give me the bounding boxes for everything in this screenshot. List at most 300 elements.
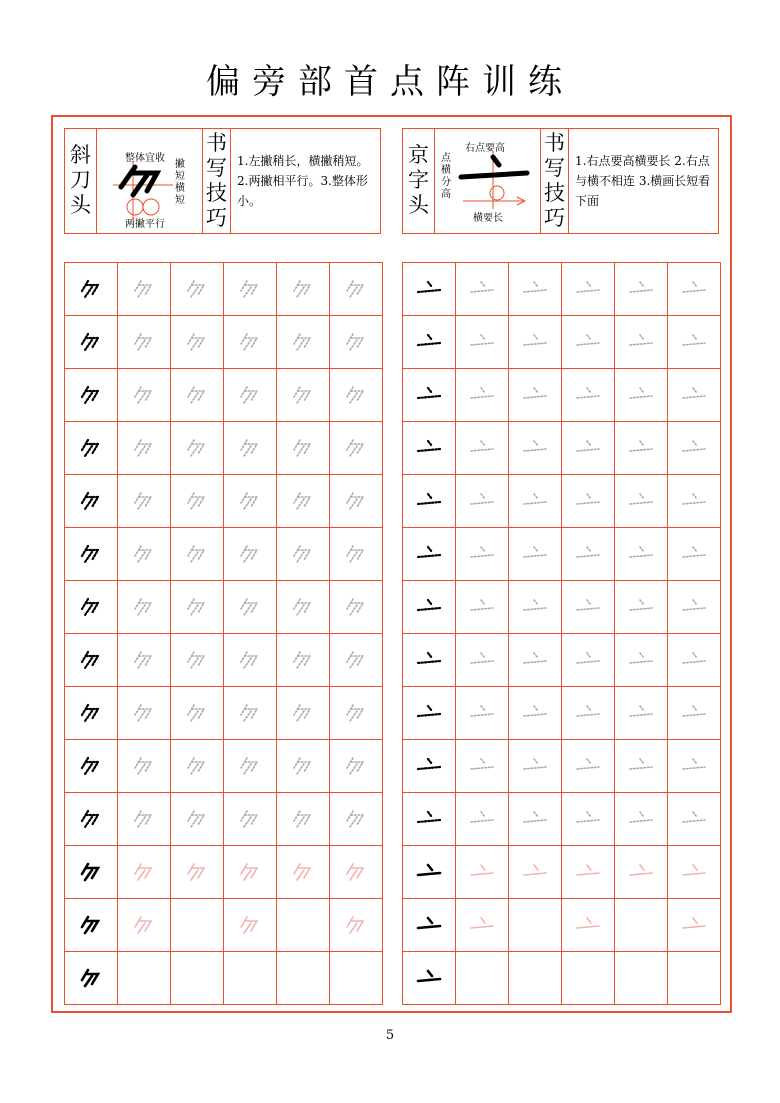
practice-cell[interactable] — [330, 528, 383, 581]
practice-cell[interactable] — [562, 475, 615, 528]
radical-glyph-icon — [415, 489, 443, 513]
practice-cell[interactable] — [277, 687, 330, 740]
grid-row — [65, 952, 383, 1005]
practice-cell[interactable] — [509, 687, 562, 740]
practice-cell[interactable] — [615, 528, 668, 581]
practice-cell[interactable] — [118, 793, 171, 846]
practice-cell[interactable] — [118, 952, 171, 1005]
grid-row — [403, 581, 721, 634]
practice-cell[interactable] — [330, 475, 383, 528]
practice-cell[interactable] — [118, 634, 171, 687]
grid-row — [65, 740, 383, 793]
practice-cell[interactable] — [562, 528, 615, 581]
radical-glyph-icon — [627, 436, 655, 460]
practice-cell[interactable] — [65, 369, 118, 422]
practice-cell[interactable] — [118, 422, 171, 475]
practice-cell[interactable] — [509, 369, 562, 422]
radical-glyph-icon — [680, 436, 708, 460]
radical-glyph-icon — [468, 648, 496, 672]
practice-cell[interactable] — [330, 952, 383, 1005]
practice-cell[interactable] — [403, 369, 456, 422]
radical-glyph-icon — [680, 701, 708, 725]
practice-cell[interactable] — [118, 687, 171, 740]
radical-glyph-icon — [238, 436, 262, 460]
practice-cell[interactable] — [224, 740, 277, 793]
practice-cell[interactable] — [65, 581, 118, 634]
radical-glyph-icon — [291, 436, 315, 460]
practice-cell[interactable] — [277, 422, 330, 475]
radical-glyph-icon — [574, 489, 602, 513]
radical-glyph-icon — [627, 860, 655, 884]
practice-cell[interactable] — [224, 952, 277, 1005]
practice-cell[interactable] — [118, 846, 171, 899]
radical-glyph-icon — [627, 383, 655, 407]
radical-glyph-icon — [238, 489, 262, 513]
radical-glyph-icon — [344, 754, 368, 778]
radical-glyph-icon — [468, 542, 496, 566]
practice-cell[interactable] — [65, 687, 118, 740]
practice-cell[interactable] — [403, 422, 456, 475]
practice-cell[interactable] — [118, 528, 171, 581]
practice-cell[interactable] — [171, 687, 224, 740]
radical-glyph-icon — [680, 913, 708, 937]
practice-cell[interactable] — [171, 846, 224, 899]
radical-glyph-icon — [627, 277, 655, 301]
practice-cell[interactable] — [615, 952, 668, 1005]
radical-glyph-icon — [238, 913, 262, 937]
practice-cell[interactable] — [562, 316, 615, 369]
radical-glyph-icon — [79, 383, 103, 407]
practice-cell[interactable] — [118, 369, 171, 422]
practice-cell[interactable] — [171, 369, 224, 422]
radical-glyph-icon — [468, 277, 496, 301]
practice-cell[interactable] — [171, 528, 224, 581]
practice-cell[interactable] — [403, 952, 456, 1005]
radical-glyph-icon — [415, 330, 443, 354]
radical-glyph-icon — [132, 330, 156, 354]
practice-cell[interactable] — [277, 369, 330, 422]
practice-cell[interactable] — [456, 846, 509, 899]
right-header — [402, 128, 719, 234]
radical-glyph-icon — [468, 807, 496, 831]
practice-cell[interactable] — [330, 581, 383, 634]
grid-row — [65, 422, 383, 475]
radical-glyph-icon — [680, 542, 708, 566]
practice-cell[interactable] — [615, 846, 668, 899]
practice-cell[interactable] — [277, 475, 330, 528]
practice-cell[interactable] — [562, 740, 615, 793]
grid-row — [65, 687, 383, 740]
practice-cell[interactable] — [277, 581, 330, 634]
radical-glyph-icon — [238, 701, 262, 725]
practice-cell[interactable] — [224, 263, 277, 316]
radical-glyph-icon — [185, 330, 209, 354]
practice-cell[interactable] — [118, 475, 171, 528]
practice-cell[interactable] — [171, 581, 224, 634]
practice-cell[interactable] — [668, 899, 721, 952]
practice-cell[interactable] — [330, 316, 383, 369]
radical-glyph-icon — [79, 489, 103, 513]
demo-top-label: 整体宜收 — [125, 153, 165, 164]
radical-glyph-icon — [291, 701, 315, 725]
practice-cell[interactable] — [403, 634, 456, 687]
practice-cell[interactable] — [403, 687, 456, 740]
practice-cell[interactable] — [668, 528, 721, 581]
grid-row — [403, 316, 721, 369]
radical-glyph-icon — [521, 277, 549, 301]
practice-cell[interactable] — [171, 899, 224, 952]
practice-cell[interactable] — [224, 846, 277, 899]
practice-cell[interactable] — [65, 475, 118, 528]
practice-cell[interactable] — [668, 740, 721, 793]
radical-name: 京字头 — [403, 129, 435, 233]
practice-cell[interactable] — [330, 369, 383, 422]
practice-cell[interactable] — [615, 581, 668, 634]
practice-cell[interactable] — [562, 634, 615, 687]
left-practice-grid — [64, 262, 383, 1005]
practice-cell[interactable] — [224, 581, 277, 634]
practice-cell[interactable] — [562, 581, 615, 634]
demo-glyph-icon — [453, 151, 533, 211]
practice-cell[interactable] — [403, 740, 456, 793]
radical-glyph-icon — [185, 701, 209, 725]
radical-glyph-icon — [79, 913, 103, 937]
grid-row — [403, 369, 721, 422]
practice-cell[interactable] — [330, 422, 383, 475]
radical-glyph-icon — [415, 436, 443, 460]
practice-cell[interactable] — [562, 793, 615, 846]
practice-cell[interactable] — [562, 369, 615, 422]
radical-glyph-icon — [680, 595, 708, 619]
radical-glyph-icon — [132, 277, 156, 301]
practice-cell[interactable] — [65, 263, 118, 316]
practice-cell[interactable] — [403, 793, 456, 846]
practice-cell[interactable] — [668, 422, 721, 475]
grid-row — [403, 740, 721, 793]
practice-cell[interactable] — [509, 899, 562, 952]
practice-cell[interactable] — [403, 316, 456, 369]
practice-cell[interactable] — [330, 899, 383, 952]
skill-tips: 1.右点要高横要长 2.右点与横不相连 3.横画长短看下面 — [575, 154, 711, 208]
practice-cell[interactable] — [668, 952, 721, 1005]
radical-glyph-icon — [344, 648, 368, 672]
radical-glyph-icon — [415, 754, 443, 778]
radical-glyph-icon — [238, 595, 262, 619]
radical-glyph-icon — [574, 436, 602, 460]
practice-cell[interactable] — [615, 740, 668, 793]
grid-row — [65, 846, 383, 899]
radical-glyph-icon — [185, 807, 209, 831]
radical-glyph-icon — [521, 542, 549, 566]
grid-row — [65, 793, 383, 846]
practice-cell[interactable] — [171, 422, 224, 475]
practice-cell[interactable] — [277, 740, 330, 793]
grid-row — [403, 952, 721, 1005]
practice-cell[interactable] — [456, 422, 509, 475]
practice-cell[interactable] — [456, 634, 509, 687]
radical-glyph-icon — [521, 860, 549, 884]
practice-cell[interactable] — [118, 740, 171, 793]
grid-row — [65, 263, 383, 316]
practice-cell[interactable] — [277, 846, 330, 899]
left-header — [64, 128, 381, 234]
radical-glyph-icon — [344, 489, 368, 513]
radical-glyph-icon — [521, 383, 549, 407]
practice-cell[interactable] — [615, 634, 668, 687]
practice-cell[interactable] — [118, 899, 171, 952]
radical-glyph-icon — [291, 754, 315, 778]
practice-cell[interactable] — [456, 369, 509, 422]
practice-cell[interactable] — [224, 634, 277, 687]
practice-cell[interactable] — [403, 263, 456, 316]
radical-glyph-icon — [291, 648, 315, 672]
radical-glyph-icon — [185, 754, 209, 778]
practice-cell[interactable] — [277, 528, 330, 581]
practice-cell[interactable] — [562, 846, 615, 899]
grid-row — [65, 475, 383, 528]
practice-cell[interactable] — [171, 316, 224, 369]
practice-cell[interactable] — [171, 475, 224, 528]
practice-cell[interactable] — [330, 687, 383, 740]
practice-cell[interactable] — [277, 634, 330, 687]
practice-cell[interactable] — [403, 846, 456, 899]
radical-glyph-icon — [132, 595, 156, 619]
practice-cell[interactable] — [277, 952, 330, 1005]
practice-cell[interactable] — [668, 634, 721, 687]
practice-cell[interactable] — [224, 687, 277, 740]
radical-glyph-icon — [574, 648, 602, 672]
skill-label: 书写技巧 — [541, 129, 569, 233]
practice-cell[interactable] — [509, 528, 562, 581]
practice-cell[interactable] — [456, 687, 509, 740]
radical-glyph-icon — [627, 489, 655, 513]
radical-glyph-icon — [79, 436, 103, 460]
radical-glyph-icon — [344, 807, 368, 831]
skill-tips: 1.左撇稍长，横撇稍短。2.两撇相平行。3.整体形小。 — [237, 154, 369, 208]
practice-cell[interactable] — [615, 793, 668, 846]
practice-cell[interactable] — [118, 263, 171, 316]
radical-glyph-icon — [627, 701, 655, 725]
radical-glyph-icon — [291, 383, 315, 407]
practice-cell[interactable] — [277, 263, 330, 316]
radical-glyph-icon — [627, 595, 655, 619]
practice-cell[interactable] — [65, 952, 118, 1005]
practice-cell[interactable] — [456, 899, 509, 952]
radical-glyph-icon — [291, 807, 315, 831]
radical-glyph-icon — [291, 860, 315, 884]
radical-glyph-icon — [344, 330, 368, 354]
radical-glyph-icon — [521, 754, 549, 778]
practice-cell[interactable] — [615, 422, 668, 475]
practice-cell[interactable] — [224, 422, 277, 475]
radical-glyph-icon — [238, 860, 262, 884]
practice-cell[interactable] — [668, 793, 721, 846]
practice-cell[interactable] — [65, 634, 118, 687]
radical-glyph-icon — [415, 966, 443, 990]
radical-glyph-icon — [238, 383, 262, 407]
practice-cell[interactable] — [562, 263, 615, 316]
practice-cell[interactable] — [403, 528, 456, 581]
practice-cell[interactable] — [65, 528, 118, 581]
practice-cell[interactable] — [65, 846, 118, 899]
practice-cell[interactable] — [615, 263, 668, 316]
radical-glyph-icon — [468, 754, 496, 778]
practice-cell[interactable] — [224, 369, 277, 422]
practice-cell[interactable] — [456, 581, 509, 634]
practice-cell[interactable] — [509, 793, 562, 846]
practice-cell[interactable] — [456, 475, 509, 528]
page-number: 5 — [385, 1028, 395, 1043]
grid-row — [403, 634, 721, 687]
practice-cell[interactable] — [562, 952, 615, 1005]
practice-cell[interactable] — [330, 634, 383, 687]
practice-cell[interactable] — [224, 316, 277, 369]
practice-cell[interactable] — [65, 793, 118, 846]
radical-glyph-icon — [344, 277, 368, 301]
radical-glyph-icon — [79, 966, 103, 990]
practice-cell[interactable] — [668, 369, 721, 422]
radical-glyph-icon — [680, 277, 708, 301]
radical-glyph-icon — [132, 436, 156, 460]
radical-glyph-icon — [574, 860, 602, 884]
practice-cell[interactable] — [509, 422, 562, 475]
practice-cell[interactable] — [615, 899, 668, 952]
practice-cell[interactable] — [224, 793, 277, 846]
practice-cell[interactable] — [509, 581, 562, 634]
practice-cell[interactable] — [456, 316, 509, 369]
radical-glyph-icon — [468, 595, 496, 619]
radical-glyph-icon — [574, 595, 602, 619]
radical-glyph-icon — [680, 489, 708, 513]
practice-cell[interactable] — [615, 369, 668, 422]
radical-glyph-icon — [291, 542, 315, 566]
practice-cell[interactable] — [456, 740, 509, 793]
demo-glyph-icon — [113, 161, 173, 221]
demo-bottom-label: 横要长 — [473, 213, 503, 224]
practice-cell[interactable] — [171, 263, 224, 316]
practice-cell[interactable] — [456, 952, 509, 1005]
radical-glyph-icon — [238, 648, 262, 672]
practice-cell[interactable] — [668, 687, 721, 740]
practice-cell[interactable] — [668, 316, 721, 369]
practice-cell[interactable] — [277, 899, 330, 952]
radical-glyph-icon — [132, 807, 156, 831]
practice-cell[interactable] — [668, 581, 721, 634]
grid-row — [403, 687, 721, 740]
radical-glyph-icon — [574, 754, 602, 778]
practice-cell[interactable] — [562, 687, 615, 740]
practice-cell[interactable] — [171, 952, 224, 1005]
practice-cell[interactable] — [224, 899, 277, 952]
practice-cell[interactable] — [277, 793, 330, 846]
radical-glyph-icon — [468, 436, 496, 460]
practice-cell[interactable] — [509, 952, 562, 1005]
radical-glyph-icon — [185, 860, 209, 884]
radical-glyph-icon — [468, 330, 496, 354]
practice-cell[interactable] — [668, 475, 721, 528]
practice-cell[interactable] — [615, 687, 668, 740]
practice-cell[interactable] — [65, 316, 118, 369]
radical-glyph-icon — [521, 648, 549, 672]
practice-cell[interactable] — [456, 263, 509, 316]
practice-cell[interactable] — [668, 263, 721, 316]
practice-cell[interactable] — [65, 740, 118, 793]
practice-cell[interactable] — [330, 846, 383, 899]
radical-glyph-icon — [185, 436, 209, 460]
grid-row — [403, 475, 721, 528]
practice-cell[interactable] — [509, 634, 562, 687]
radical-glyph-icon — [521, 595, 549, 619]
practice-cell[interactable] — [224, 528, 277, 581]
radical-glyph-icon — [680, 330, 708, 354]
practice-cell[interactable] — [509, 475, 562, 528]
radical-glyph-icon — [132, 383, 156, 407]
practice-cell[interactable] — [403, 475, 456, 528]
grid-row — [65, 899, 383, 952]
radical-glyph-icon — [344, 595, 368, 619]
practice-cell[interactable] — [171, 740, 224, 793]
radical-glyph-icon — [132, 913, 156, 937]
practice-cell[interactable] — [509, 263, 562, 316]
radical-glyph-icon — [238, 277, 262, 301]
radical-glyph-icon — [291, 277, 315, 301]
practice-cell[interactable] — [171, 793, 224, 846]
demo-box — [97, 129, 203, 233]
practice-cell[interactable] — [171, 634, 224, 687]
grid-row — [403, 422, 721, 475]
radical-glyph-icon — [79, 754, 103, 778]
practice-cell[interactable] — [330, 263, 383, 316]
practice-cell[interactable] — [456, 793, 509, 846]
radical-glyph-icon — [574, 807, 602, 831]
radical-glyph-icon — [468, 860, 496, 884]
practice-cell[interactable] — [615, 475, 668, 528]
radical-glyph-icon — [627, 330, 655, 354]
practice-cell[interactable] — [509, 740, 562, 793]
practice-cell[interactable] — [330, 740, 383, 793]
grid-row — [403, 528, 721, 581]
practice-cell[interactable] — [277, 316, 330, 369]
grid-row — [65, 316, 383, 369]
radical-glyph-icon — [291, 595, 315, 619]
radical-glyph-icon — [238, 542, 262, 566]
practice-cell[interactable] — [562, 899, 615, 952]
radical-glyph-icon — [79, 860, 103, 884]
practice-cell[interactable] — [456, 528, 509, 581]
practice-cell[interactable] — [509, 846, 562, 899]
radical-glyph-icon — [185, 542, 209, 566]
practice-cell[interactable] — [562, 422, 615, 475]
practice-cell[interactable] — [330, 793, 383, 846]
practice-cell[interactable] — [118, 316, 171, 369]
practice-cell[interactable] — [403, 899, 456, 952]
practice-cell[interactable] — [65, 899, 118, 952]
practice-cell[interactable] — [65, 422, 118, 475]
practice-cell[interactable] — [118, 581, 171, 634]
radical-name: 斜刀头 — [65, 129, 97, 233]
radical-glyph-icon — [680, 807, 708, 831]
radical-glyph-icon — [468, 701, 496, 725]
radical-glyph-icon — [680, 860, 708, 884]
radical-glyph-icon — [574, 383, 602, 407]
practice-cell[interactable] — [403, 581, 456, 634]
practice-cell[interactable] — [509, 316, 562, 369]
radical-glyph-icon — [344, 436, 368, 460]
practice-cell[interactable] — [615, 316, 668, 369]
practice-cell[interactable] — [668, 846, 721, 899]
practice-cell[interactable] — [224, 475, 277, 528]
radical-glyph-icon — [238, 330, 262, 354]
